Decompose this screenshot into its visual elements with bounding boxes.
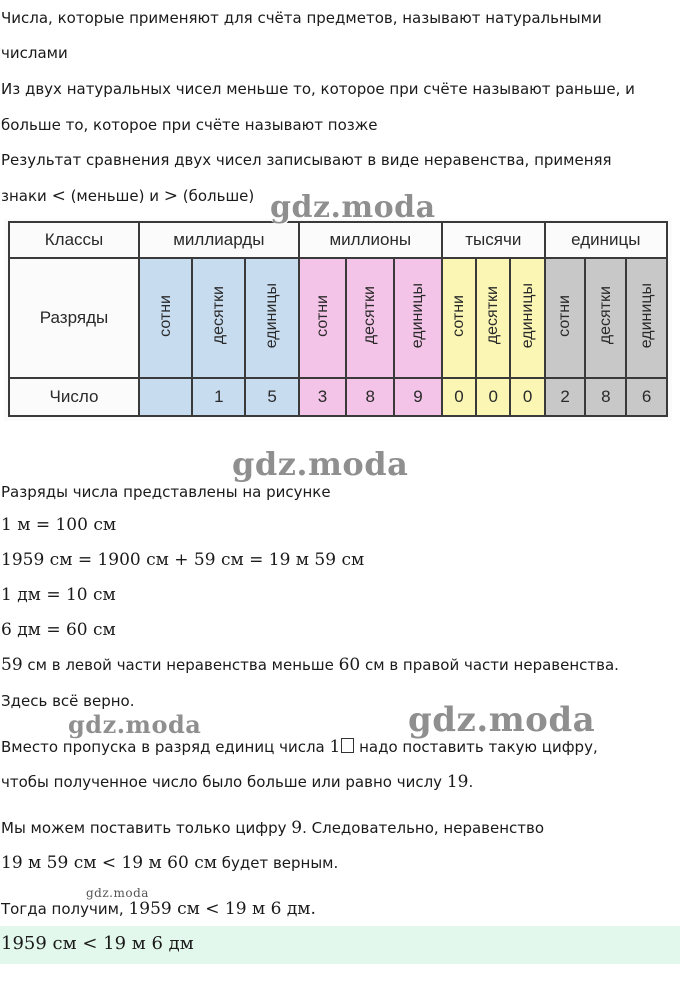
rank-cell: единицы bbox=[394, 258, 442, 378]
watermark-logo: gdz.moda bbox=[68, 710, 202, 739]
digit-cell: 3 bbox=[299, 378, 347, 416]
table-row-ranks bbox=[9, 258, 667, 378]
equation-conversion: 1959 см = 1900 см + 59 см = 19 м 59 см bbox=[1, 550, 365, 570]
row-label-number: Число bbox=[9, 378, 139, 416]
digit-cell: 8 bbox=[585, 378, 626, 416]
paragraph-comparison: 59 см в левой части неравенства меньше 60 см в правой части неравенства. bbox=[1, 655, 619, 675]
class-header-thousands: тысячи bbox=[442, 222, 545, 258]
rank-cell: десятки bbox=[585, 258, 626, 378]
rank-cell: десятки bbox=[346, 258, 394, 378]
paragraph-gap-digit-2: чтобы полученное число было больше или равно числу 19. bbox=[1, 772, 474, 792]
paragraph-ranks-caption: Разряды числа представлены на рисунке bbox=[1, 483, 331, 501]
digit-cell: 5 bbox=[245, 378, 298, 416]
rank-cell: сотни bbox=[442, 258, 476, 378]
paragraph-all-correct: Здесь всё верно. bbox=[1, 692, 135, 710]
rank-cell: сотни bbox=[139, 258, 192, 378]
digit-cell: 8 bbox=[346, 378, 394, 416]
equation-decimeter: 1 дм = 10 см bbox=[1, 585, 116, 605]
rank-cell: десятки bbox=[192, 258, 245, 378]
digit-cell: 9 bbox=[394, 378, 442, 416]
digit-cell: 0 bbox=[476, 378, 510, 416]
paragraph-compare-2: больше то, которое при счёте называют позже bbox=[1, 116, 378, 134]
paragraph-natural-numbers-1: Числа, которые применяют для счёта предметов, называют натуральными bbox=[1, 9, 602, 27]
rank-cell: единицы bbox=[510, 258, 544, 378]
paragraph-result: Тогда получим, 1959 см < 19 м 6 дм. bbox=[1, 899, 316, 919]
paragraph-only-digit: Мы можем поставить только цифру 9. Следовательно, неравенство bbox=[1, 818, 545, 838]
equation-six-decimeters: 6 дм = 60 см bbox=[1, 620, 116, 640]
digit-cell: 1 bbox=[192, 378, 245, 416]
watermark-logo: gdz.moda bbox=[270, 190, 436, 225]
rank-cell: единицы bbox=[626, 258, 667, 378]
paragraph-compare-1: Из двух натуральных чисел меньше то, которое при счёте называют раньше, и bbox=[1, 80, 635, 98]
paragraph-inequality-1: Результат сравнения двух чисел записывают в виде неравенства, применяя bbox=[1, 151, 612, 169]
digit-cell: 2 bbox=[545, 378, 586, 416]
paragraph-inequality-2: знаки < (меньше) и > (больше) bbox=[1, 186, 255, 206]
rank-cell: сотни bbox=[545, 258, 586, 378]
watermark-logo: gdz.moda bbox=[232, 445, 409, 483]
watermark-logo: gdz.moda bbox=[408, 700, 596, 740]
row-label-classes: Классы bbox=[9, 222, 139, 258]
paragraph-natural-numbers-2: числами bbox=[1, 44, 68, 62]
answer-box bbox=[0, 926, 680, 964]
digit-cell bbox=[139, 378, 192, 416]
digit-cell: 6 bbox=[626, 378, 667, 416]
rank-cell: сотни bbox=[299, 258, 347, 378]
class-header-units: единицы bbox=[545, 222, 667, 258]
rank-cell: десятки bbox=[476, 258, 510, 378]
digit-cell: 0 bbox=[510, 378, 544, 416]
rank-cell: единицы bbox=[245, 258, 298, 378]
equation-meter: 1 м = 100 см bbox=[1, 515, 117, 535]
number-ranks-table bbox=[8, 221, 668, 417]
table-row-number bbox=[9, 378, 667, 416]
row-label-ranks: Разряды bbox=[9, 258, 139, 378]
number-ranks-figure bbox=[4, 219, 672, 421]
class-header-billions: миллиарды bbox=[139, 222, 299, 258]
digit-cell: 0 bbox=[442, 378, 476, 416]
paragraph-inequality-true: 19 м 59 см < 19 м 60 см будет верным. bbox=[1, 853, 339, 873]
answer-text: 1959 см < 19 м 6 дм bbox=[1, 933, 194, 954]
table-row-classes bbox=[9, 222, 667, 258]
class-header-millions: миллионы bbox=[299, 222, 442, 258]
blank-square-icon bbox=[341, 738, 354, 753]
watermark-logo: gdz.moda bbox=[86, 886, 149, 900]
paragraph-gap-digit-1: Вместо пропуска в разряд единиц числа 1 надо поставить такую цифру, bbox=[1, 737, 598, 757]
